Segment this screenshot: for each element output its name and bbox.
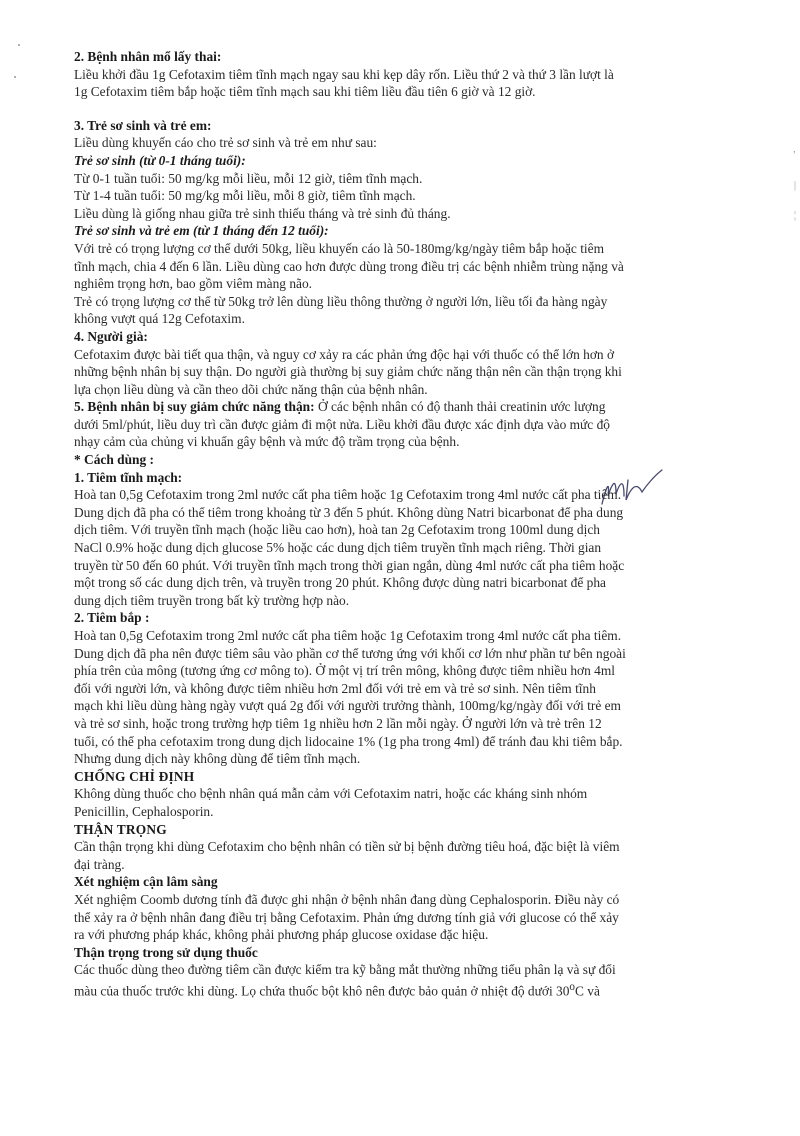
paragraph-line: một trong số các dung dịch trên, và truyền trong 20 phút. Không được dùng natri bicarbonat để pha — [74, 575, 606, 591]
paragraph-line: Trẻ có trọng lượng cơ thể từ 50kg trở lên dùng liều thông thường ở người lớn, liều tối đa hàng ngày — [74, 293, 608, 309]
section-heading: 5. Bệnh nhân bị suy giảm chức năng thận: — [74, 399, 315, 415]
paragraph-line: dung dịch tiêm truyền trong bất kỳ trường hợp nào. — [74, 592, 350, 608]
scan-speck — [14, 76, 16, 78]
section-heading: THẬN TRỌNG — [74, 821, 167, 837]
subsection-heading: Trẻ sơ sinh (từ 0-1 tháng tuổi): — [74, 152, 246, 168]
paragraph-line: dịch tiêm. Với truyền tĩnh mạch (hoặc liều cao hơn), hoà tan 2g Cefotaxim trong 100ml dung dịch — [74, 522, 600, 538]
inline-text: C và — [575, 983, 600, 999]
paragraph-line: Dung dịch đã pha nên được tiêm sâu vào phần cơ thể tương ứng với khối cơ lớn như phần tư bên ngoài — [74, 645, 626, 661]
paragraph-line: Từ 0-1 tuần tuổi: 50 mg/kg mỗi liều, mỗi 12 giờ, tiêm tĩnh mạch. — [74, 170, 423, 186]
paragraph-line: NaCl 0.9% hoặc dung dịch glucose 5% hoặc các dung dịch tiêm truyền tĩnh mạch riêng. Thời gian — [74, 540, 602, 556]
inline-text: màu của thuốc trước khi dùng. Lọ chứa thuốc bột khô nên được bảo quản ở nhiệt độ dưới 30 — [74, 983, 570, 999]
paragraph-line: mạch khi liều dùng hàng ngày vượt quá 2g đối với người trưởng thành, 100mg/kg/ngày đối với trẻ em — [74, 698, 621, 714]
paragraph-line: Nhưng dung dịch này không dùng để tiêm tĩnh mạch. — [74, 751, 361, 767]
paragraph-line: và trẻ sơ sinh, hoặc trong trường hợp tiêm 1g nhiều hơn 2 lần mỗi ngày. Ở người lớn và trẻ trên 12 — [74, 715, 602, 731]
paragraph-line: truyền từ 50 đến 60 phút. Với truyền tĩnh mạch trong thời gian ngắn, dùng 4ml nước cất pha tiêm hoặc — [74, 557, 625, 573]
section-heading: 4. Người già: — [74, 328, 148, 344]
paragraph-line: Cần thận trọng khi dùng Cefotaxim cho bệnh nhân có tiền sử bị bệnh đường tiêu hoá, đặc biệt là viêm — [74, 839, 620, 855]
paragraph-line — [74, 979, 750, 1000]
edge-mark: | — [793, 180, 796, 191]
paragraph-line: Từ 1-4 tuần tuổi: 50 mg/kg mỗi liều, mỗi 8 giờ, tiêm tĩnh mạch. — [74, 188, 416, 204]
edge-mark: ¦ — [793, 210, 796, 221]
paragraph-line: những bệnh nhân bị suy thận. Do người già thường bị suy giảm chức năng thận nên cần thận trọng khi — [74, 364, 622, 380]
paragraph-line — [74, 398, 750, 416]
paragraph-line: Không dùng thuốc cho bệnh nhân quá mẫn cảm với Cefotaxim natri, hoặc các kháng sinh nhóm — [74, 786, 588, 802]
paragraph-line: Dung dịch đã pha có thể tiêm trong khoảng từ 3 đến 5 phút. Không dùng Natri bicarbonat để pha dung — [74, 504, 624, 520]
paragraph-line: Hoà tan 0,5g Cefotaxim trong 2ml nước cất pha tiêm hoặc 1g Cefotaxim trong 4ml nước cất pha tiêm. — [74, 628, 622, 643]
section-heading: * Cách dùng : — [74, 452, 154, 468]
paragraph-line: Các thuốc dùng theo đường tiêm cần được kiểm tra kỹ bằng mắt thường những tiểu phân lạ và sự đổi — [74, 962, 616, 978]
subsection-heading: 2. Tiêm bắp : — [74, 610, 150, 626]
section-heading: Xét nghiệm cận lâm sàng — [74, 874, 218, 890]
paragraph-line: 1g Cefotaxim tiêm bắp hoặc tiêm tĩnh mạch sau khi tiêm liều đầu tiên 6 giờ và 12 giờ. — [74, 84, 536, 100]
paragraph-line: tuổi, có thể pha cefotaxim trong dung dịch lidocaine 1% (1g pha trong 4ml) để tránh đau khi tiêm bắp. — [74, 733, 623, 749]
section-heading: Thận trọng trong sử dụng thuốc — [74, 944, 258, 960]
paragraph-line: phía trên của mông (tương ứng cơ mông to). Ở một vị trí trên mông, không được tiêm nhiều hơn 4ml — [74, 663, 616, 679]
subsection-heading: Trẻ sơ sinh và trẻ em (từ 1 tháng đến 12 tuổi): — [74, 223, 329, 239]
paragraph-line: không vượt quá 12g Cefotaxim. — [74, 311, 245, 327]
superscript: o — [569, 980, 575, 993]
paragraph-line: dưới 5ml/phút, liều duy trì cần được giảm đi một nửa. Liều khởi đầu được xác định dựa vào mức độ — [74, 416, 610, 432]
paragraph-line: Liều dùng khuyến cáo cho trẻ sơ sinh và trẻ em như sau: — [74, 135, 377, 151]
paragraph-line: nhạy cảm của chủng vi khuẩn gây bệnh và mức độ trầm trọng của bệnh. — [74, 434, 460, 450]
scan-speck — [18, 44, 20, 46]
paragraph-line: Xét nghiệm Coomb dương tính đã được ghi nhận ở bệnh nhân đang dùng Cephalosporin. Điều này có — [74, 891, 620, 907]
paragraph-line: Penicillin, Cephalosporin. — [74, 803, 214, 819]
section-heading: 3. Trẻ sơ sinh và trẻ em: — [74, 117, 212, 133]
paragraph-line: Liều dùng là giống nhau giữa trẻ sinh thiếu tháng và trẻ sinh đủ tháng. — [74, 205, 451, 221]
inline-text: Ở các bệnh nhân có độ thanh thải creatinin ước lượng — [314, 399, 606, 415]
section-heading: CHỐNG CHỈ ĐỊNH — [74, 768, 195, 784]
paragraph-line: Cefotaxim được bài tiết qua thận, và nguy cơ xảy ra các phản ứng độc hại với thuốc có thể lớn hơn ở — [74, 346, 615, 362]
subsection-heading: 1. Tiêm tĩnh mạch: — [74, 469, 183, 485]
paragraph-line: đại tràng. — [74, 856, 125, 872]
paragraph-line: đối với người lớn, và không được tiêm nhiều hơn 2ml đối với trẻ em và trẻ sơ sinh. Nên tiêm tĩnh — [74, 680, 596, 696]
paragraph-line: tĩnh mạch, chia 4 đến 6 lần. Liều dùng cao hơn được dùng trong điều trị các bệnh nhiễm trùng nặng và — [74, 258, 624, 274]
section-heading: 2. Bệnh nhân mổ lấy thai: — [74, 49, 222, 64]
paragraph-line: Với trẻ có trọng lượng cơ thể dưới 50kg, liều khuyến cáo là 50-180mg/kg/ngày tiêm bắp hoặc tiêm — [74, 240, 604, 256]
paragraph-line: ra với phương pháp khác, không phải phương pháp glucose oxidase đặc hiệu. — [74, 927, 489, 943]
edge-mark: ʼ — [792, 150, 796, 161]
paragraph-line: nghiêm trọng hơn, bao gồm viêm màng não. — [74, 276, 313, 292]
paragraph-line: lựa chọn liều dùng và cần theo dõi chức năng thận của bệnh nhân. — [74, 381, 428, 397]
document-body — [74, 48, 750, 1000]
paragraph-line: Liều khởi đầu 1g Cefotaxim tiêm tĩnh mạch ngay sau khi kẹp dây rốn. Liều thứ 2 và thứ 3 lần lượt là — [74, 66, 614, 82]
paragraph-line: Hoà tan 0,5g Cefotaxim trong 2ml nước cất pha tiêm hoặc 1g Cefotaxim trong 4ml nước cất pha tiêm. — [74, 487, 622, 503]
paragraph-line: thể xảy ra ở bệnh nhân đang điều trị bằng Cefotaxim. Phản ứng dương tính giả với glucose có thể xảy — [74, 909, 619, 925]
